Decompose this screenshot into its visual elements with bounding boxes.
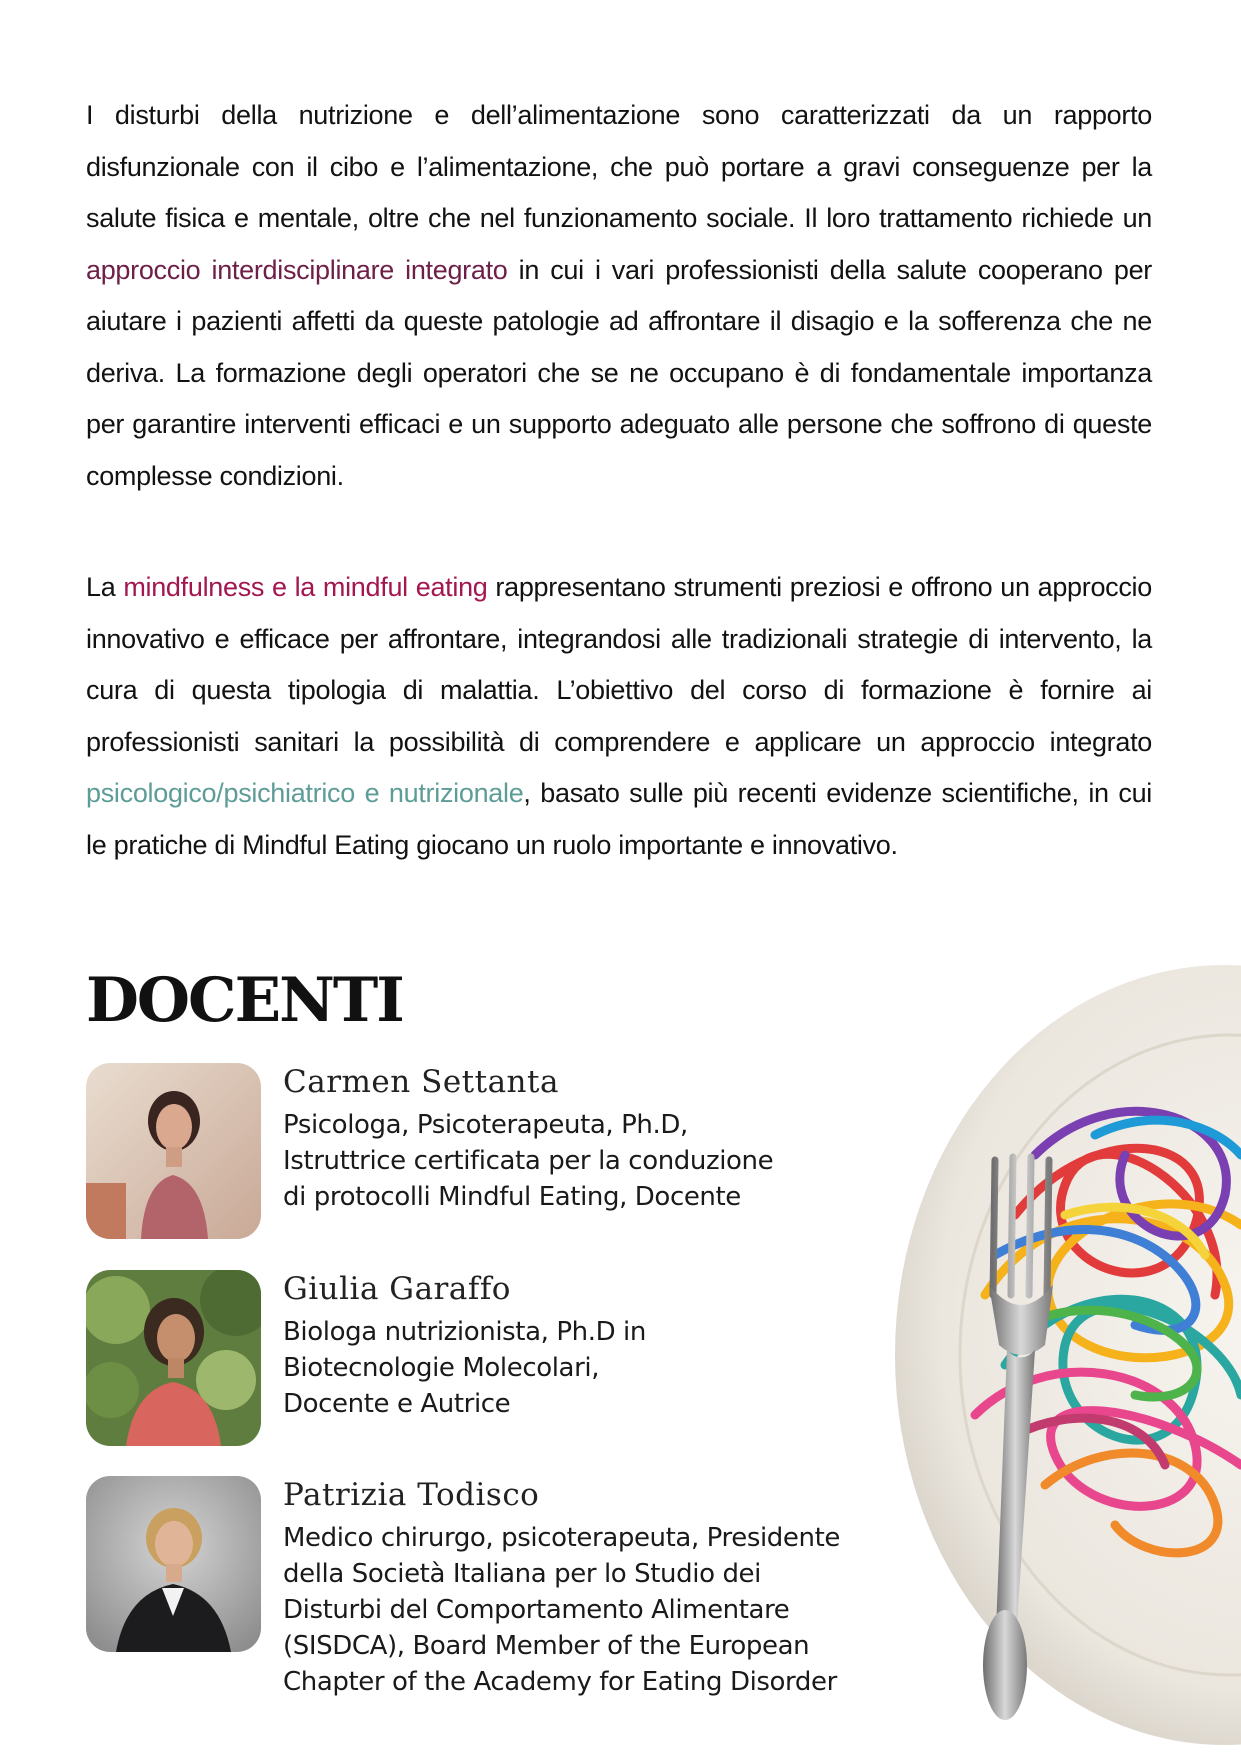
teacher-bio xyxy=(283,1314,883,1422)
intro-paragraph-1 xyxy=(86,90,1152,502)
teacher-card xyxy=(86,1476,886,1697)
highlight-interdisciplinary: approccio interdisciplinare integrato xyxy=(86,254,508,285)
teacher-name: Giulia Garaffo xyxy=(283,1271,511,1307)
teacher-bio xyxy=(283,1107,883,1215)
bio-line: (SISDCA), Board Member of the European xyxy=(283,1631,810,1661)
teacher-name: Carmen Settanta xyxy=(283,1064,559,1100)
bio-line: Medico chirurgo, psicoterapeuta, Presidente xyxy=(283,1523,840,1553)
highlight-psychological-nutritional: psicologico/psichiatrico e nutrizionale xyxy=(86,778,524,808)
bio-line: Docente e Autrice xyxy=(283,1389,511,1419)
teacher-name: Patrizia Todisco xyxy=(283,1477,540,1513)
bio-line: Biotecnologie Molecolari, xyxy=(283,1353,600,1383)
teacher-bio xyxy=(283,1520,883,1700)
bio-line: Psicologa, Psicoterapeuta, Ph.D, xyxy=(283,1110,688,1140)
bio-line: Disturbi del Comportamento Alimentare xyxy=(283,1595,790,1625)
teacher-card xyxy=(86,1063,886,1241)
intro-text: in cui i vari professionisti della salute cooperano per aiutare i pazienti affetti da queste patologie ad affrontare il disagio e la sofferenza che ne deriva. La formazione degli operatori che se ne occupano è di fondamentale importanza per garantire interventi efficaci e un supporto adeguato alle persone che soffrono di queste complesse condizioni. xyxy=(86,254,1152,491)
teacher-photo xyxy=(86,1063,261,1239)
intro-text: rappresentano strumenti preziosi e offrono un approccio innovativo e efficace per affrontare, integrandosi alle tradizionali strategie di intervento, la cura di questa tipologia di malattia. L’obiettivo del corso di formazione è fornire ai professionisti sanitari la possibilità di comprendere e applicare un approccio integrato xyxy=(86,572,1152,757)
bio-line: di protocolli Mindful Eating, Docente xyxy=(283,1182,741,1212)
bio-line: della Società Italiana per lo Studio dei xyxy=(283,1559,761,1589)
bio-line: Chapter of the Academy for Eating Disorder xyxy=(283,1667,837,1697)
teacher-card xyxy=(86,1270,886,1448)
intro-paragraph-2 xyxy=(86,562,1152,871)
section-title-docenti: DOCENTI xyxy=(86,965,403,1036)
intro-text: La xyxy=(86,572,124,602)
bio-line: Istruttrice certificata per la conduzione xyxy=(283,1146,774,1176)
teacher-photo xyxy=(86,1476,261,1652)
intro-text: I disturbi della nutrizione e dell’alimentazione sono caratterizzati da un rapporto disfunzionale con il cibo e l’alimentazione, che può portare a gravi conseguenze per la salute fisica e mentale, oltre che nel funzionamento sociale. Il loro trattamento richiede un xyxy=(86,100,1152,233)
highlight-mindfulness: mindfulness e la mindful eating xyxy=(123,572,488,602)
bio-line: Biologa nutrizionista, Ph.D in xyxy=(283,1317,646,1347)
plate-illustration xyxy=(895,965,1241,1755)
teacher-photo xyxy=(86,1270,261,1446)
intro-text: , basato sulle più recenti evidenze scientifiche, in cui le pratiche di Mindful Eating giocano un ruolo importante e innovativo. xyxy=(86,778,1152,860)
